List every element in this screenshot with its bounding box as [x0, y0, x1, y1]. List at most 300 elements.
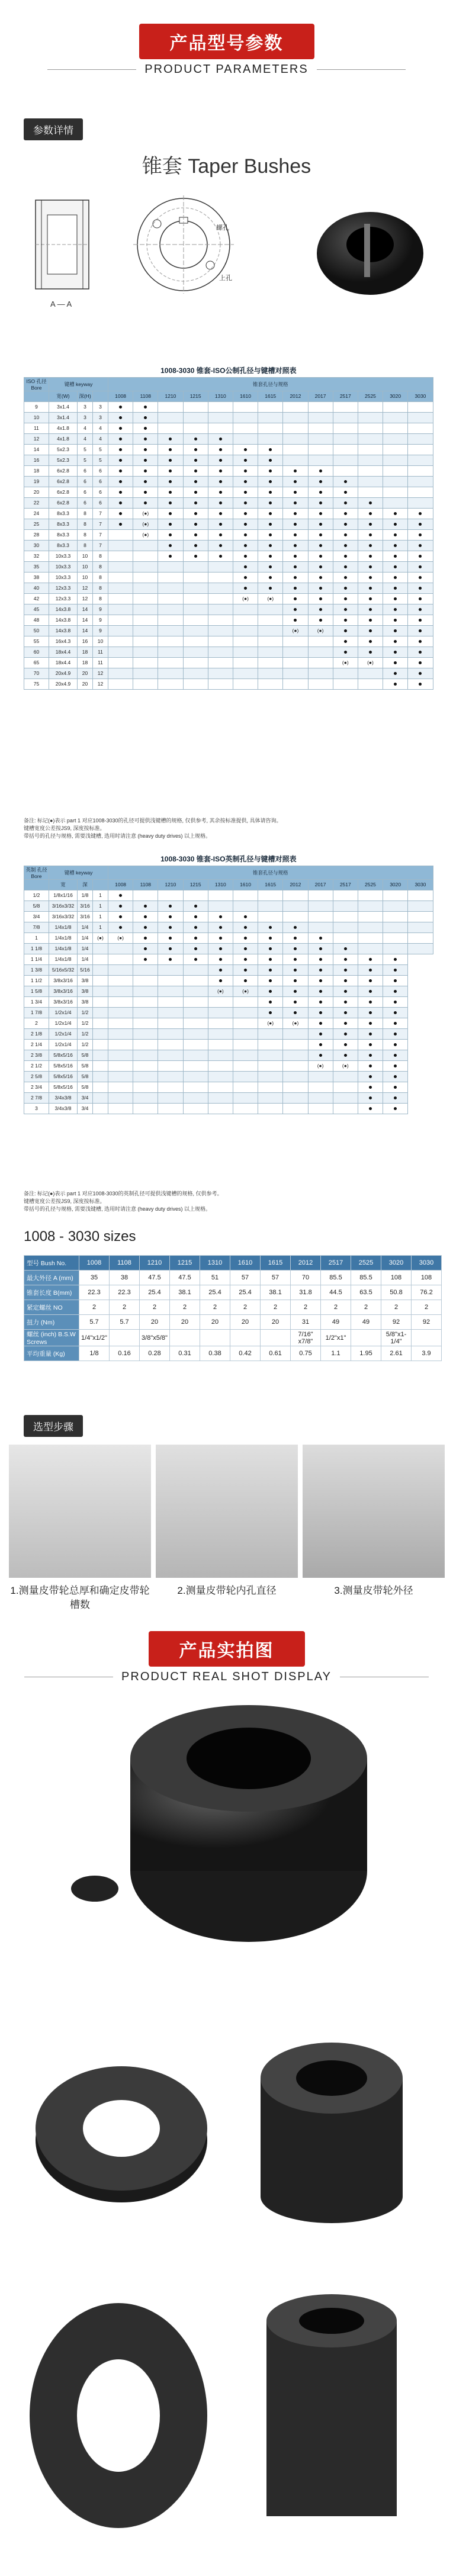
sizes-cell: 108 [412, 1271, 442, 1285]
table-cell [333, 433, 358, 444]
table-cell: 12x3.3 [49, 593, 78, 604]
available-dot [169, 544, 172, 547]
table-row [24, 529, 433, 540]
table-subheader: 2012 [283, 879, 308, 890]
table-cell: 3/8x3/16 [49, 996, 78, 1007]
available-dot [219, 469, 222, 472]
available-dot [344, 1022, 347, 1025]
sizes-cell: 3/8"x5/8" [140, 1330, 170, 1346]
table-cell [133, 1071, 158, 1082]
table-cell [158, 572, 183, 583]
table-cell [208, 996, 233, 1007]
table-cell: 1/2 [78, 1039, 93, 1050]
table-cell: 45 [24, 604, 49, 615]
available-dot [344, 1011, 347, 1014]
table-cell [108, 519, 133, 529]
table-cell [133, 583, 158, 593]
table-cell [383, 572, 408, 583]
table-cell [383, 911, 408, 922]
table-cell [308, 561, 333, 572]
table-cell [183, 932, 208, 943]
table-cell [333, 497, 358, 508]
available-dot [269, 587, 272, 590]
table-cell [383, 423, 408, 433]
table-cell [383, 636, 408, 647]
table-cell: 1 7/8 [24, 1007, 49, 1018]
available-dot [119, 438, 122, 440]
available-dot [369, 555, 372, 558]
table-cell [283, 444, 308, 455]
sizes-cell: 2 [261, 1300, 291, 1315]
sizes-cell: 2 [170, 1300, 200, 1315]
real-photo-1 [36, 1693, 415, 1960]
imperial-bore-table [24, 853, 433, 1114]
table-cell [383, 1071, 408, 1082]
table-subheader: 1108 [133, 879, 158, 890]
table-cell [333, 508, 358, 519]
step3-caption: 3.测量皮带轮外径 [334, 1585, 413, 1596]
table-cell [383, 615, 408, 625]
table-cell [358, 932, 383, 943]
table-cell: 4 [78, 423, 93, 433]
table-header: ISO 孔径 Bore [24, 377, 49, 391]
available-dot [244, 915, 247, 918]
table-cell [108, 668, 133, 678]
table-cell [358, 954, 383, 964]
table-cell: 75 [24, 678, 49, 689]
table-cell [308, 943, 333, 954]
table-cell: 1/2x1/4 [49, 1018, 78, 1028]
table-cell: 55 [24, 636, 49, 647]
real-photo-4 [18, 2291, 219, 2540]
table-cell [308, 508, 333, 519]
table-cell: 11 [93, 647, 108, 657]
table-cell [308, 1007, 333, 1018]
table-cell [408, 932, 433, 943]
table-cell [258, 1039, 283, 1050]
table-cell [333, 465, 358, 476]
available-dot [144, 491, 147, 494]
available-dot [344, 555, 347, 558]
table-cell [333, 964, 358, 975]
available-dot [319, 587, 322, 590]
table-cell [183, 561, 208, 572]
table-cell [308, 593, 333, 604]
available-dot [219, 533, 222, 536]
table-cell: (●) [258, 593, 283, 604]
available-dot [344, 1054, 347, 1057]
table-cell [333, 540, 358, 551]
table-cell [208, 964, 233, 975]
table-cell: 50 [24, 625, 49, 636]
table-cell [233, 519, 258, 529]
table-cell [233, 964, 258, 975]
table-cell [308, 1028, 333, 1039]
table-cell: 1/4x1/8 [49, 954, 78, 964]
section-label: A — A [50, 300, 72, 308]
available-dot [169, 480, 172, 483]
available-dot [419, 619, 422, 622]
note-line: 键槽宽度公差按JS9, 深度按标准。 [24, 825, 105, 831]
available-dot [294, 1001, 297, 1004]
available-dot [344, 587, 347, 590]
table-cell [158, 497, 183, 508]
table-cell [333, 1050, 358, 1060]
available-dot [369, 533, 372, 536]
sizes-cell: 2 [230, 1300, 261, 1315]
sizes-cell: 57 [261, 1271, 291, 1285]
sizes-cell: 0.16 [110, 1346, 140, 1361]
table-cell [258, 986, 283, 996]
table-cell [208, 1060, 233, 1071]
table-cell [358, 668, 383, 678]
table-cell [233, 412, 258, 423]
available-dot [344, 619, 347, 622]
sizes-cell: 1/4"x1/2" [79, 1330, 110, 1346]
table-cell: 1 1/8 [24, 943, 49, 954]
table-cell: 10 [78, 561, 93, 572]
table-cell [208, 1092, 233, 1103]
table-subheader: 1210 [158, 391, 183, 401]
available-dot [119, 416, 122, 419]
table-cell [383, 540, 408, 551]
table-cell [208, 636, 233, 647]
sizes-cell: 7/16" x7/8" [291, 1330, 321, 1346]
table-cell [283, 465, 308, 476]
table-cell: 3/4 [24, 911, 49, 922]
table-cell [233, 668, 258, 678]
table-cell [233, 1028, 258, 1039]
sizes-header-cell: 1108 [110, 1256, 140, 1271]
table-cell [183, 519, 208, 529]
table-cell [333, 954, 358, 964]
table-cell: 2 3/4 [24, 1082, 49, 1092]
table-cell: (●) [258, 1018, 283, 1028]
table-cell: 11 [93, 657, 108, 668]
available-dot [369, 1011, 372, 1014]
table-subheader: 2017 [308, 391, 333, 401]
table-cell [133, 401, 158, 412]
table-cell [283, 1071, 308, 1082]
table-cell: 6x2.8 [49, 465, 78, 476]
table-cell [233, 1060, 258, 1071]
table-cell: 3x1.4 [49, 412, 78, 423]
table-row [24, 412, 433, 423]
table-cell [208, 954, 233, 964]
table-cell [308, 497, 333, 508]
table-cell [283, 1092, 308, 1103]
table-cell [158, 954, 183, 964]
table-row [24, 1071, 433, 1082]
available-dot [369, 990, 372, 993]
table-cell [308, 975, 333, 986]
table-cell [108, 561, 133, 572]
table-cell: (●) [133, 508, 158, 519]
table-cell [283, 583, 308, 593]
table-cell [383, 901, 408, 911]
table-cell [208, 1007, 233, 1018]
available-dot [144, 416, 147, 419]
available-dot [344, 523, 347, 526]
table-cell: 6 [78, 465, 93, 476]
table-cell: 60 [24, 647, 49, 657]
available-dot [269, 990, 272, 993]
table-cell [358, 890, 383, 901]
table-cell: 1/2x1/4 [49, 1007, 78, 1018]
table-cell: 35 [24, 561, 49, 572]
table-cell: 1/2x1/4 [49, 1028, 78, 1039]
table-cell [308, 604, 333, 615]
table-row [24, 401, 433, 412]
table-cell [383, 1092, 408, 1103]
table-cell [233, 615, 258, 625]
table-cell [283, 572, 308, 583]
table-cell: 14 [78, 615, 93, 625]
table-row [24, 678, 433, 689]
table-cell [383, 1007, 408, 1018]
available-dot [244, 480, 247, 483]
table-cell [108, 678, 133, 689]
table-cell [233, 1018, 258, 1028]
table-cell [133, 922, 158, 932]
table-cell [158, 986, 183, 996]
sizes-cell: 1.95 [351, 1346, 381, 1361]
header-title: 产品型号参数 [139, 24, 314, 59]
table-cell [183, 615, 208, 625]
table-cell [308, 657, 333, 668]
available-dot [319, 469, 322, 472]
table-cell [183, 540, 208, 551]
available-dot [294, 576, 297, 579]
table-cell [133, 1018, 158, 1028]
sizes-cell: 2 [351, 1300, 381, 1315]
table-cell: 14x3.8 [49, 625, 78, 636]
table-cell [258, 1007, 283, 1018]
sizes-cell: 108 [381, 1271, 412, 1285]
table-header: 键槽 keyway [49, 377, 108, 391]
table-cell [358, 401, 383, 412]
table-cell [258, 1082, 283, 1092]
table-cell [233, 911, 258, 922]
table-cell: (●) [308, 1060, 333, 1071]
table-cell [408, 890, 433, 901]
available-dot [119, 926, 122, 929]
table-cell: 3/4x3/8 [49, 1103, 78, 1114]
table-cell: 6 [93, 497, 108, 508]
table-cell [133, 572, 158, 583]
table-header: 锥套孔径与规格 [108, 866, 433, 879]
table-cell [308, 647, 333, 657]
table-cell [208, 497, 233, 508]
table-cell [108, 975, 133, 986]
available-dot [119, 894, 122, 897]
available-dot [244, 555, 247, 558]
table-cell: 3/16 [78, 911, 93, 922]
table-cell [358, 423, 383, 433]
table-cell [333, 1018, 358, 1028]
available-dot [344, 979, 347, 982]
table-cell [158, 508, 183, 519]
available-dot [394, 1096, 397, 1099]
available-dot [119, 406, 122, 409]
table-cell: 8x3.3 [49, 529, 78, 540]
table-cell [158, 412, 183, 423]
table-cell [308, 954, 333, 964]
available-dot [219, 523, 222, 526]
table-cell [308, 465, 333, 476]
table-cell [308, 1018, 333, 1028]
available-dot [219, 459, 222, 462]
sizes-cell: 扭力 (Nm) [24, 1315, 79, 1330]
table-cell [133, 1028, 158, 1039]
table-row [24, 593, 433, 604]
available-dot [419, 661, 422, 664]
table-cell [133, 911, 158, 922]
available-dot [244, 947, 247, 950]
table-cell [308, 412, 333, 423]
table-cell [258, 615, 283, 625]
sizes-cell: 92 [412, 1315, 442, 1330]
table-cell [108, 1103, 133, 1114]
available-dot [319, 576, 322, 579]
available-dot [294, 587, 297, 590]
table-cell [133, 412, 158, 423]
sizes-cell: 25.4 [140, 1285, 170, 1300]
header-banner [0, 24, 453, 76]
table-cell: 8 [78, 519, 93, 529]
table-cell [183, 1028, 208, 1039]
sizes-cell: 20 [170, 1315, 200, 1330]
table-cell [108, 476, 133, 487]
table-cell [408, 657, 433, 668]
table-cell [158, 433, 183, 444]
available-dot [419, 512, 422, 515]
table-cell [158, 975, 183, 986]
table-cell: 5/8 [78, 1060, 93, 1071]
available-dot [269, 469, 272, 472]
available-dot [319, 1033, 322, 1035]
table-cell [158, 922, 183, 932]
available-dot [394, 979, 397, 982]
table-cell: 7 [93, 519, 108, 529]
table-cell [333, 911, 358, 922]
table-subheader [93, 391, 108, 401]
table-cell [383, 678, 408, 689]
table-cell: 10 [78, 551, 93, 561]
table-cell [208, 455, 233, 465]
technical-drawing [24, 188, 302, 316]
table-cell [93, 943, 108, 954]
table-cell [108, 625, 133, 636]
table-cell [233, 657, 258, 668]
table-cell [208, 551, 233, 561]
table-cell [233, 497, 258, 508]
table-cell [308, 1050, 333, 1060]
available-dot [269, 576, 272, 579]
available-dot [419, 533, 422, 536]
table-cell [358, 508, 383, 519]
table-cell [333, 668, 358, 678]
table-cell [233, 1071, 258, 1082]
table-cell: 3/8 [78, 996, 93, 1007]
table-cell [383, 1060, 408, 1071]
table-cell [283, 497, 308, 508]
table-cell [258, 996, 283, 1007]
table-cell [358, 943, 383, 954]
table-row [24, 583, 433, 593]
table-cell [183, 625, 208, 636]
table-row [24, 540, 433, 551]
available-dot [194, 915, 197, 918]
hole-label: 螺孔 [216, 224, 229, 231]
available-dot [144, 947, 147, 950]
table-cell: 18x4.4 [49, 647, 78, 657]
table-cell: 12 [93, 668, 108, 678]
table-cell [133, 497, 158, 508]
table-cell [283, 1039, 308, 1050]
table-cell [158, 1039, 183, 1050]
table-cell [133, 540, 158, 551]
available-dot [394, 1086, 397, 1089]
table-cell [283, 657, 308, 668]
available-dot [119, 501, 122, 504]
table-cell: 3 [78, 412, 93, 423]
available-dot [269, 459, 272, 462]
available-dot [144, 438, 147, 440]
available-dot [144, 915, 147, 918]
available-dot [194, 501, 197, 504]
table-cell [408, 572, 433, 583]
table-cell [183, 901, 208, 911]
table-cell [158, 529, 183, 540]
table-cell [93, 1039, 108, 1050]
table-cell [258, 540, 283, 551]
table-cell [208, 901, 233, 911]
available-dot [219, 947, 222, 950]
available-dot [344, 1043, 347, 1046]
table-row [24, 1060, 433, 1071]
table-cell [133, 932, 158, 943]
table-cell [183, 1092, 208, 1103]
table-cell [383, 583, 408, 593]
available-dot [369, 969, 372, 972]
table-cell [308, 455, 333, 465]
available-dot [144, 958, 147, 961]
table-cell [233, 922, 258, 932]
sizes-header-cell: 1310 [200, 1256, 230, 1271]
available-dot [394, 661, 397, 664]
table-cell: 1 [93, 922, 108, 932]
table-cell [283, 922, 308, 932]
sizes-header-cell: 2525 [351, 1256, 381, 1271]
available-dot [119, 427, 122, 430]
table-cell: 20 [24, 487, 49, 497]
table-cell [158, 423, 183, 433]
available-dot [394, 640, 397, 643]
available-dot [269, 512, 272, 515]
table-subheader: 1610 [233, 391, 258, 401]
table-cell [208, 540, 233, 551]
selection-tag: 选型步骤 [24, 1415, 83, 1437]
table-cell [208, 465, 233, 476]
real-photo-5 [231, 2285, 432, 2546]
table-subheader [24, 391, 49, 401]
table-cell [183, 1050, 208, 1060]
table-cell [108, 922, 133, 932]
table-cell [93, 996, 108, 1007]
header-subtitle: PRODUCT PARAMETERS [0, 63, 453, 76]
table-cell [158, 932, 183, 943]
